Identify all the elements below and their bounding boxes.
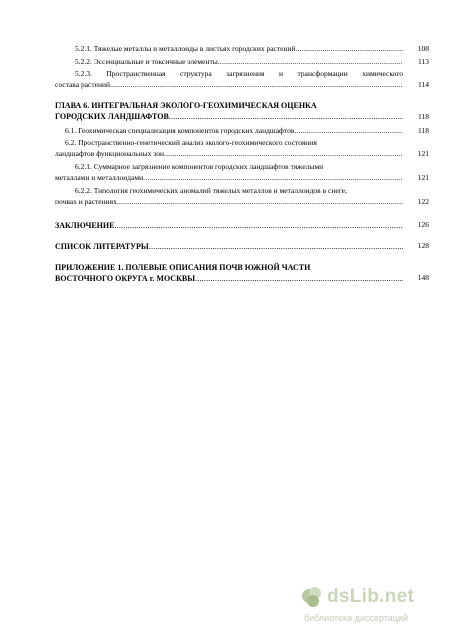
logo-tagline: библиотека диссертаций: [304, 613, 409, 623]
toc-page-number: 121: [417, 149, 429, 158]
toc-chapter-6[interactable]: [55, 100, 403, 122]
toc-page-number: 118: [418, 126, 429, 135]
toc-line: [55, 149, 403, 160]
dot-leader: [114, 220, 403, 231]
toc-line: [55, 220, 403, 231]
toc-entry-title-cont: ландшафтов функциональных зон: [55, 148, 164, 158]
toc-page-number: 108: [417, 44, 429, 53]
toc-entry-title: 6.2.2. Типология геохимических аномалий тяжелых металлов и металлоидов в снеге,: [75, 186, 347, 195]
toc-entry-5-2-2[interactable]: [55, 57, 403, 68]
toc-entry-title: 5.2.1. Тяжелые металлы и металлоиды в листьях городских растений: [75, 44, 296, 53]
toc-entry-title-cont: ГОРОДСКИХ ЛАНДШАФТОВ: [55, 112, 169, 121]
toc-page-number: 114: [418, 80, 429, 89]
toc-line: [55, 173, 403, 184]
toc-entry-6-2-1[interactable]: [55, 162, 403, 183]
toc-entry-title-cont: почвах и растениях: [55, 196, 117, 206]
toc-line: [55, 273, 403, 284]
dot-leader: [195, 273, 403, 284]
toc-entry-5-2-3[interactable]: [55, 69, 403, 90]
dot-leader: [110, 80, 403, 91]
logo-text: dsLib.net: [327, 586, 415, 607]
toc-page-number: 126: [417, 220, 429, 229]
toc-conclusion[interactable]: [55, 220, 403, 231]
toc-entry-6-2[interactable]: [55, 138, 403, 159]
toc-entry-6-2-2[interactable]: [55, 186, 403, 207]
dslib-logo: [300, 585, 414, 609]
toc-entry-title: 6.1. Геохимическая специализация компонентов городских ландшафтов: [65, 126, 295, 135]
toc-entry-title: 6.2. Пространственно-генетический анализ эколого-геохимического состояния: [65, 138, 317, 147]
toc-entry-title-cont: металлами и металлоидами: [55, 172, 144, 182]
dot-leader: [169, 111, 403, 122]
toc-page-number: 118: [418, 112, 429, 121]
dot-leader: [143, 173, 403, 184]
toc-entry-5-2-1[interactable]: [55, 44, 403, 55]
toc-entry-title-cont: состава растений: [55, 79, 110, 89]
dot-leader: [294, 126, 403, 137]
toc-page-number: 121: [417, 173, 429, 182]
dot-leader: [296, 44, 403, 55]
leaf-cluster-icon: [300, 585, 324, 609]
toc-entry-title: 5.2.2. Эссенциальные и токсичные элементы: [75, 57, 218, 66]
toc-line: [55, 111, 403, 122]
dot-leader: [218, 57, 403, 68]
toc-line: [55, 126, 403, 137]
toc-entry-title: ЗАКЛЮЧЕНИЕ: [55, 221, 115, 230]
dslib-watermark: [300, 585, 445, 630]
toc-line: [55, 197, 403, 208]
toc-entry-title: ПРИЛОЖЕНИЕ 1. ПОЛЕВЫЕ ОПИСАНИЯ ПОЧВ ЮЖНОЙ ЧАСТИ: [55, 263, 311, 272]
toc-page-number: 122: [417, 197, 429, 206]
toc-entry-title: ГЛАВА 6. ИНТЕГРАЛЬНАЯ ЭКОЛОГО-ГЕОХИМИЧЕСКАЯ ОЦЕНКА: [55, 101, 317, 110]
toc-appendix-1[interactable]: [55, 262, 403, 284]
toc-entry-title: СПИСОК ЛИТЕРАТУРЫ: [55, 242, 149, 251]
toc-page-number: 128: [417, 241, 429, 250]
toc-entry-title: 5.2.3. Пространственная структура загрязнения и трансформации химического: [75, 69, 403, 78]
toc-entry-6-1[interactable]: [55, 126, 403, 137]
toc-line: [55, 241, 403, 252]
toc-page-number: 113: [418, 57, 429, 66]
toc-entry-title-cont: ВОСТОЧНОГО ОКРУГА г. МОСКВЫ: [55, 274, 196, 283]
toc-entry-title: 6.2.1. Суммарное загрязнение компонентов городских ландшафтов тяжелыми: [75, 162, 324, 171]
dot-leader: [117, 197, 403, 208]
toc-references[interactable]: [55, 241, 403, 252]
toc-page-number: 148: [417, 273, 429, 282]
toc-line: [55, 44, 403, 55]
toc-line: [55, 57, 403, 68]
dot-leader: [149, 241, 403, 252]
dot-leader: [164, 149, 403, 160]
toc-line: [55, 80, 403, 91]
